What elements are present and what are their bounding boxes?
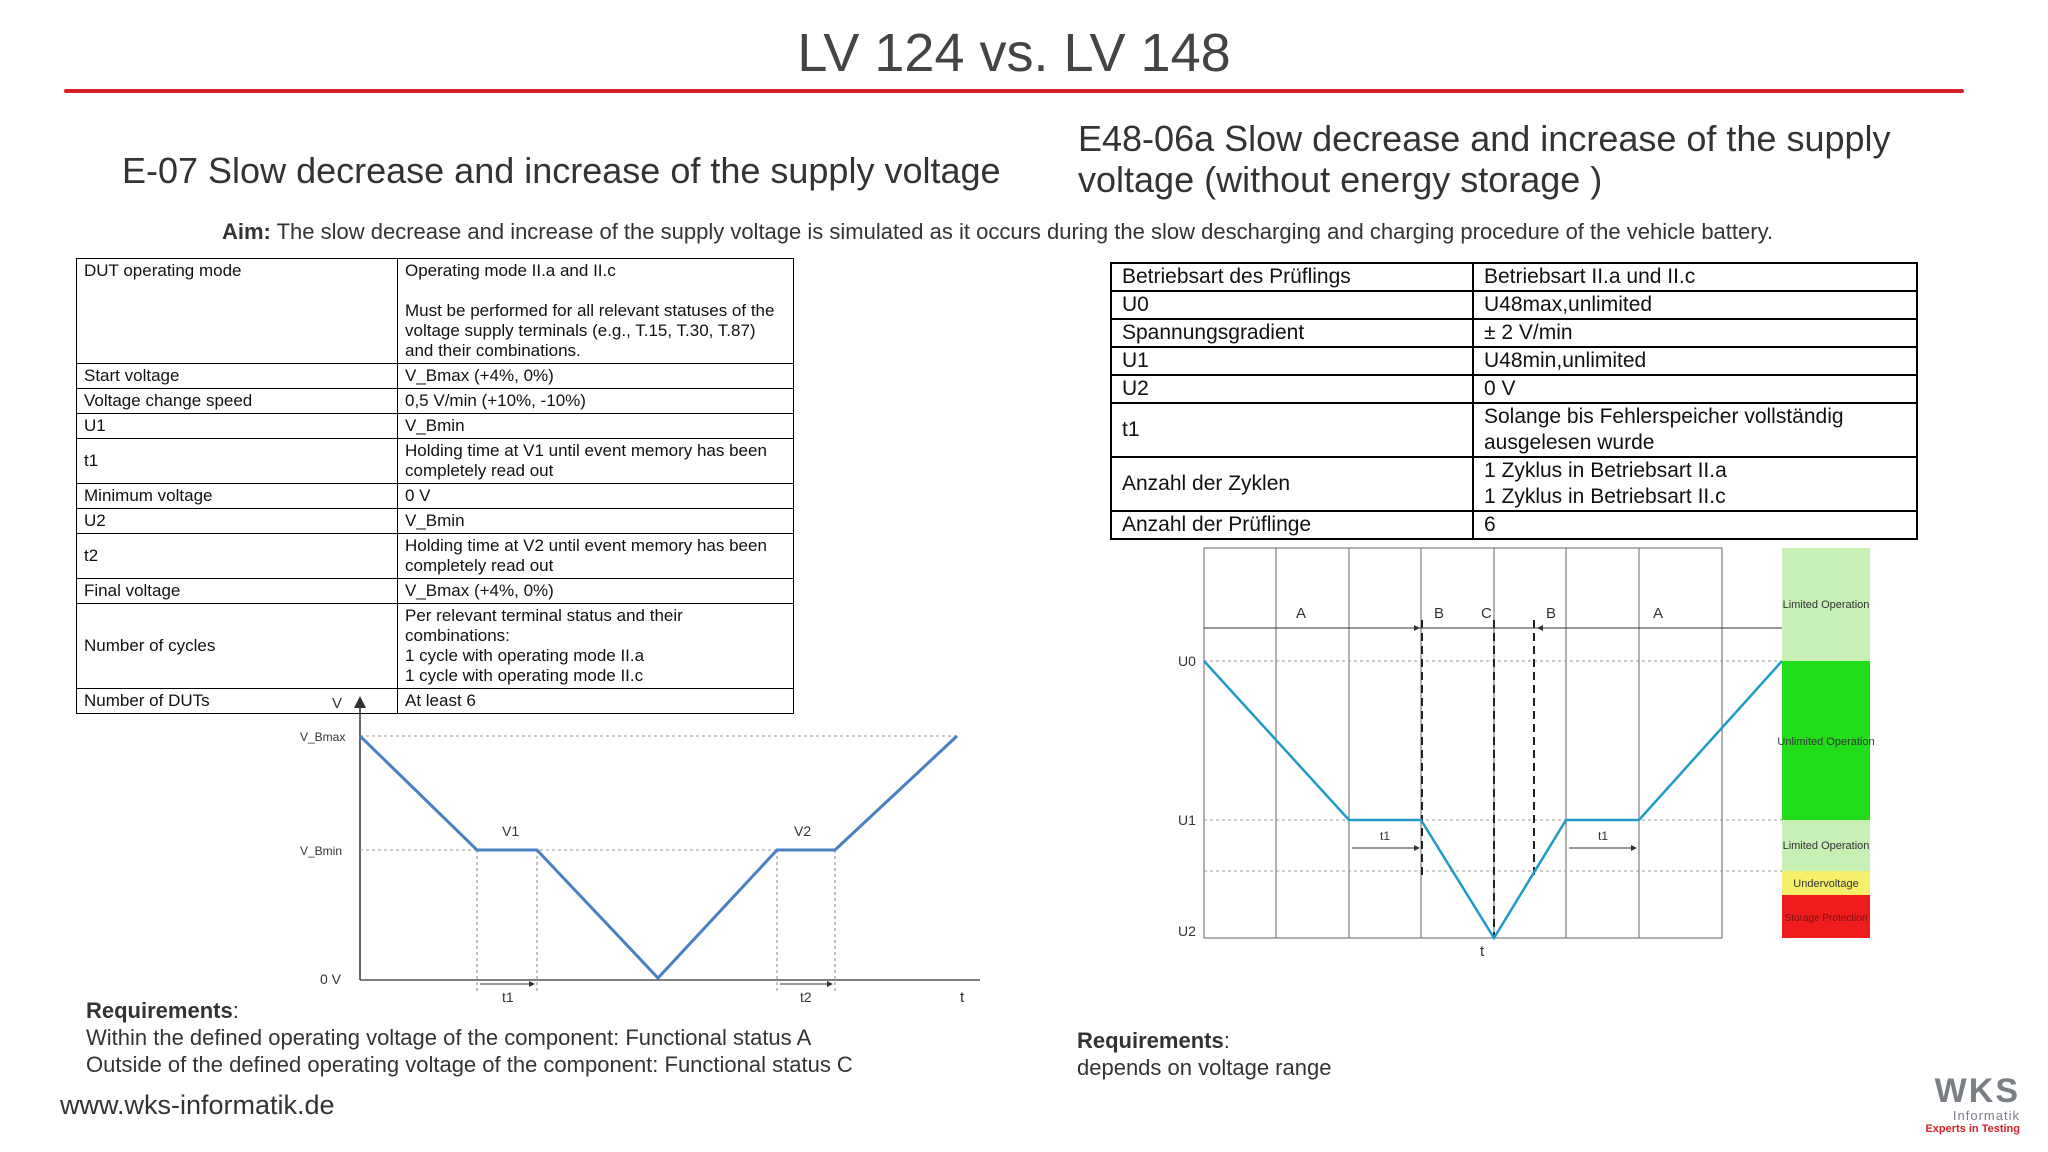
table-cell-label: Anzahl der Prüflinge: [1111, 511, 1473, 539]
title-divider: [64, 89, 1964, 93]
vbmin-label: V_Bmin: [300, 844, 343, 858]
aim-text: The slow decrease and increase of the supply voltage is simulated as it occurs during the slow descharging and charging procedure of the vehicle battery.: [276, 219, 1774, 244]
table-cell-label: t2: [77, 534, 398, 579]
table-cell-value: Betriebsart II.a und II.c: [1473, 263, 1917, 291]
table-row: [1111, 319, 1917, 347]
right-heading: E48-06a Slow decrease and increase of the supply voltage (without energy storage ): [1078, 118, 1891, 200]
table-cell-value: V_Bmin: [398, 414, 794, 439]
left-heading: E-07 Slow decrease and increase of the supply voltage: [122, 150, 1001, 191]
t1-label: t1: [1598, 829, 1609, 843]
table-row: [1111, 263, 1917, 291]
logo-tagline: Experts in Testing: [1925, 1123, 2020, 1135]
table-row: [1111, 347, 1917, 375]
table-row: [77, 414, 794, 439]
x-axis-label: t: [960, 989, 965, 1006]
table-cell-value: V_Bmax (+4%, 0%): [398, 579, 794, 604]
zone-undervoltage-label: Undervoltage: [1793, 878, 1859, 890]
segment-c-label: C: [1481, 605, 1492, 622]
v2-label: V2: [794, 823, 812, 839]
t1-label: t1: [1380, 829, 1391, 843]
table-row: [77, 534, 794, 579]
table-cell-label: Number of DUTs: [77, 689, 398, 714]
table-cell-value: 0 V: [1473, 375, 1917, 403]
cycles-mode-c: 1 cycle with operating mode II.c: [405, 666, 644, 685]
table-row: [77, 509, 794, 534]
table-cell-value: Holding time at V1 until event memory has been completely read out: [398, 439, 794, 484]
table-cell-label: Minimum voltage: [77, 484, 398, 509]
table-cell-value: [398, 259, 794, 364]
table-cell-label: U0: [1111, 291, 1473, 319]
segment-a-label: A: [1296, 605, 1307, 622]
t2-label: t2: [800, 989, 812, 1005]
table-row: [77, 389, 794, 414]
requirements-title: Requirements: [1077, 1028, 1224, 1053]
table-row: [1111, 403, 1917, 457]
logo-wordmark: WKS: [1934, 1072, 2020, 1110]
lv124-requirements: Requirements: Within the defined operating voltage of the component: Functional status A Outside of the defined operating voltage of the component: Functional status C: [86, 998, 853, 1077]
table-cell-label: Spannungsgradient: [1111, 319, 1473, 347]
table-cell-value: U48max,unlimited: [1473, 291, 1917, 319]
dut-mode-note: Must be performed for all relevant statuses of the voltage supply terminals (e.g., T.15, T.30, T.87) and their combinations.: [405, 301, 775, 360]
zone-limited-label: Limited Operation: [1782, 599, 1870, 611]
table-cell-label: Betriebsart des Prüflings: [1111, 263, 1473, 291]
table-cell-value: V_Bmin: [398, 509, 794, 534]
table-cell-label: Anzahl der Zyklen: [1111, 457, 1473, 511]
page-title: LV 124 vs. LV 148: [797, 23, 1231, 83]
logo-subtitle: Informatik: [1952, 1108, 2020, 1123]
aim-label: Aim:: [222, 219, 271, 244]
table-cell-label: Start voltage: [77, 364, 398, 389]
table-row: [77, 579, 794, 604]
voltage-profile-line: [360, 736, 957, 978]
table-row: [77, 259, 794, 364]
u1-label: U1: [1178, 812, 1196, 828]
lv148-parameter-table: [1110, 262, 1918, 540]
cycles-mode-a: 1 cycle with operating mode II.a: [405, 646, 645, 665]
table-cell-label: U2: [77, 509, 398, 534]
requirements-line: Outside of the defined operating voltage of the component: Functional status C: [86, 1052, 853, 1077]
table-row: [1111, 291, 1917, 319]
v1-label: V1: [502, 823, 520, 839]
table-row: [77, 439, 794, 484]
u2-label: U2: [1178, 923, 1196, 939]
company-logo: [1880, 1074, 2020, 1136]
table-cell-value: V_Bmax (+4%, 0%): [398, 364, 794, 389]
requirements-line: depends on voltage range: [1077, 1055, 1332, 1080]
zero-label: 0 V: [320, 971, 342, 987]
website-link[interactable]: www.wks-informatik.de: [60, 1090, 335, 1120]
lv148-voltage-diagram: [1170, 548, 1875, 968]
table-cell-label: DUT operating mode: [77, 259, 398, 364]
zone-storage-label: Storage Protection: [1784, 913, 1868, 924]
table-cell-label: t1: [77, 439, 398, 484]
lv124-voltage-diagram: [280, 690, 1000, 1010]
lv148-requirements: Requirements: depends on voltage range: [1077, 1028, 1332, 1080]
segment-b-label: B: [1434, 605, 1445, 622]
cycles-intro: Per relevant terminal status and their combinations:: [405, 606, 683, 645]
requirements-title: Requirements: [86, 998, 233, 1023]
table-row: [1111, 511, 1917, 539]
table-cell-label: U1: [77, 414, 398, 439]
plot-frame: [1204, 548, 1722, 938]
table-cell-value: ± 2 V/min: [1473, 319, 1917, 347]
table-cell-label: U2: [1111, 375, 1473, 403]
y-axis-label: V: [332, 695, 343, 712]
table-row: [1111, 375, 1917, 403]
table-cell-value: Holding time at V2 until event memory has been completely read out: [398, 534, 794, 579]
cycles-mode-a: 1 Zyklus in Betriebsart II.a: [1484, 459, 1727, 482]
table-cell-value: [1473, 457, 1917, 511]
t1-label: t1: [502, 989, 514, 1005]
aim-statement: [222, 219, 1773, 245]
table-cell-label: Final voltage: [77, 579, 398, 604]
table-cell-value: 6: [1473, 511, 1917, 539]
table-cell-value: U48min,unlimited: [1473, 347, 1917, 375]
dut-mode-value: Operating mode II.a and II.c: [405, 261, 616, 280]
segment-a-label: A: [1653, 605, 1664, 622]
t-axis-label: t: [1480, 943, 1485, 960]
table-cell-value: [398, 604, 794, 689]
table-cell-label: Voltage change speed: [77, 389, 398, 414]
table-cell-label: U1: [1111, 347, 1473, 375]
vbmax-label: V_Bmax: [300, 730, 346, 744]
table-row: [77, 364, 794, 389]
segment-b-label: B: [1546, 605, 1557, 622]
lv124-parameter-table: [76, 258, 794, 714]
table-cell-value: 0 V: [398, 484, 794, 509]
zone-unlimited-label: Unlimited Operation: [1777, 736, 1875, 748]
table-row: [77, 484, 794, 509]
table-cell-label: Number of cycles: [77, 604, 398, 689]
cycles-mode-c: 1 Zyklus in Betriebsart II.c: [1484, 485, 1726, 508]
table-cell-value: At least 6: [398, 689, 794, 714]
table-cell-value: Solange bis Fehlerspeicher vollständig ausgelesen wurde: [1473, 403, 1917, 457]
table-cell-value: 0,5 V/min (+10%, -10%): [398, 389, 794, 414]
table-row: [1111, 457, 1917, 511]
requirements-line: Within the defined operating voltage of the component: Functional status A: [86, 1025, 812, 1050]
table-row: [77, 604, 794, 689]
u0-label: U0: [1178, 653, 1196, 669]
zone-limited2-label: Limited Operation: [1782, 840, 1870, 852]
table-cell-label: t1: [1111, 403, 1473, 457]
